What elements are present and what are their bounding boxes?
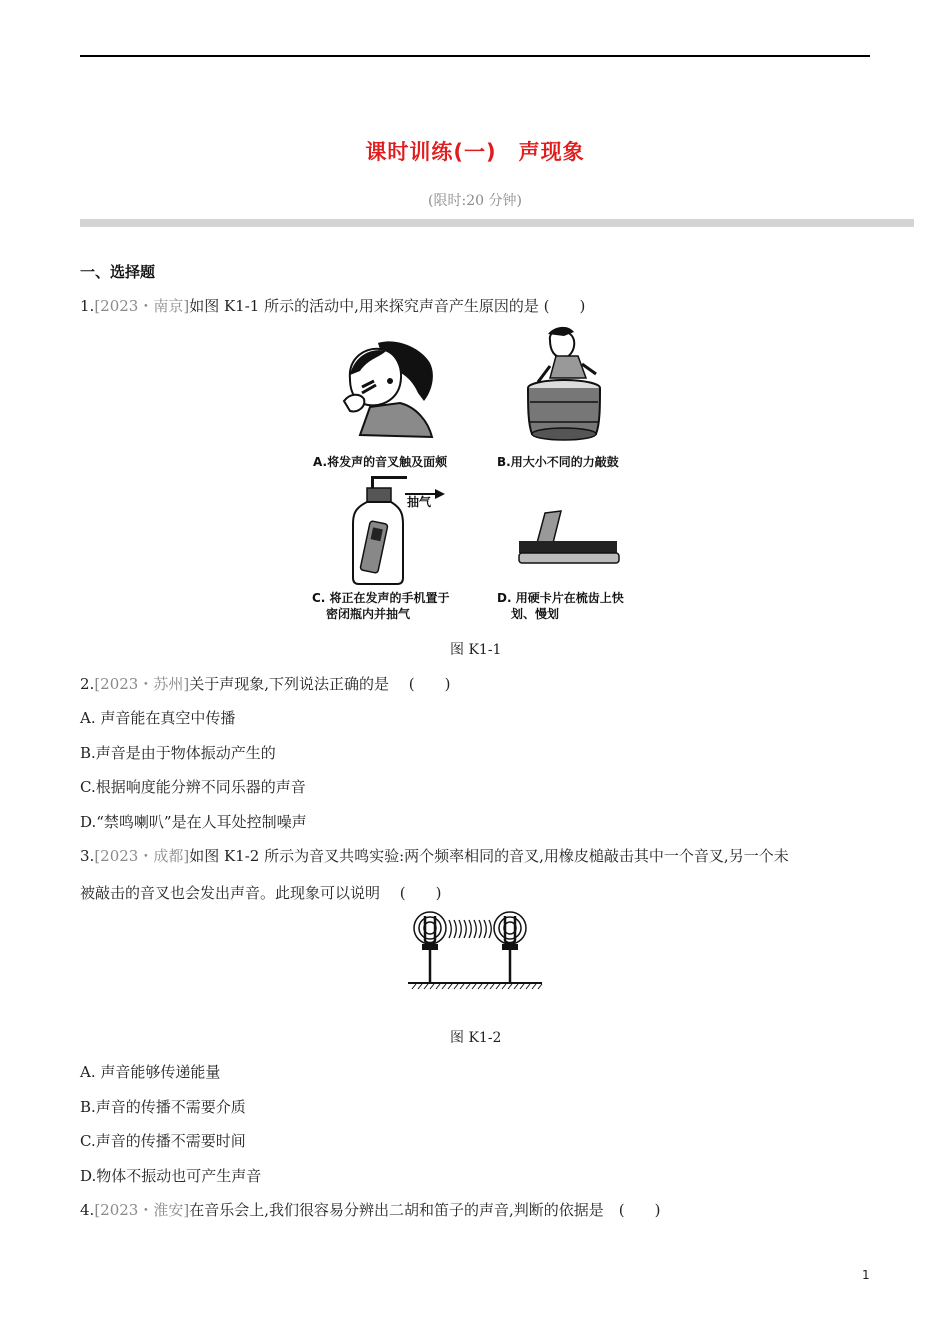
figure-caption-d-line1: D. 用硬卡片在梳齿上快	[497, 591, 624, 605]
question-text: 如图 K1-1 所示的活动中,用来探究声音产生原因的是 ( )	[189, 297, 586, 315]
figure-label-k1-1: 图 K1-1	[450, 642, 502, 658]
question-text: 在音乐会上,我们很容易分辨出二胡和笛子的声音,判断的依据是 ( )	[189, 1201, 661, 1219]
question-source: [2023・南京]	[94, 297, 190, 315]
header-rule	[80, 55, 870, 57]
page-number: 1	[862, 1268, 870, 1282]
q2-option-b: B.声音是由于物体振动产生的	[80, 744, 276, 762]
q2-option-c: C.根据响度能分辨不同乐器的声音	[80, 778, 306, 796]
time-limit: (限时:20 分钟)	[428, 193, 522, 209]
sealed-bottle-illustration	[345, 474, 405, 586]
q3-option-c: C.声音的传播不需要时间	[80, 1132, 246, 1150]
title-divider	[80, 219, 914, 227]
figure-caption-c-line2: 密闭瓶内并抽气	[326, 607, 411, 621]
question-1	[80, 295, 585, 316]
question-3	[80, 845, 789, 866]
q3-option-a: A. 声音能够传递能量	[80, 1063, 221, 1081]
question-source: [2023・成都]	[94, 847, 190, 865]
question-2	[80, 673, 450, 694]
q3-option-b: B.声音的传播不需要介质	[80, 1098, 246, 1116]
comb-card-illustration	[515, 511, 623, 569]
figure-caption-d-line2: 划、慢划	[511, 607, 560, 621]
question-number: 2.	[80, 675, 95, 693]
question-3-text-line2: 被敲击的音叉也会发出声音。此现象可以说明 ( )	[80, 884, 442, 902]
q2-option-a: A. 声音能在真空中传播	[80, 709, 236, 727]
page-title: 课时训练(一) 声现象	[365, 140, 585, 164]
question-number: 4.	[80, 1201, 95, 1219]
pump-label: 抽气	[407, 495, 432, 509]
drum-illustration	[520, 326, 610, 446]
question-4	[80, 1199, 660, 1220]
figure-caption-a: A.将发声的音叉触及面颊	[313, 455, 448, 469]
question-number: 1.	[80, 297, 95, 315]
question-text: 关于声现象,下列说法正确的是 ( )	[189, 675, 451, 693]
figure-label-k1-2: 图 K1-2	[450, 1030, 502, 1046]
section-heading: 一、选择题	[80, 263, 156, 281]
q3-option-d: D.物体不振动也可产生声音	[80, 1167, 262, 1185]
question-number: 3.	[80, 847, 95, 865]
question-text-line1: 如图 K1-2 所示为音叉共鸣实验:两个频率相同的音叉,用橡皮槌敲击其中一个音叉,另一个未	[189, 847, 789, 865]
q2-option-d: D.“禁鸣喇叭”是在人耳处控制噪声	[80, 813, 307, 831]
figure-caption-c-line1: C. 将正在发声的手机置于	[312, 591, 450, 605]
question-source: [2023・淮安]	[94, 1201, 190, 1219]
question-source: [2023・苏州]	[94, 675, 190, 693]
tuning-fork-face-illustration	[320, 335, 440, 445]
resonance-forks-illustration	[408, 906, 543, 990]
figure-caption-b: B.用大小不同的力敲鼓	[497, 455, 619, 469]
